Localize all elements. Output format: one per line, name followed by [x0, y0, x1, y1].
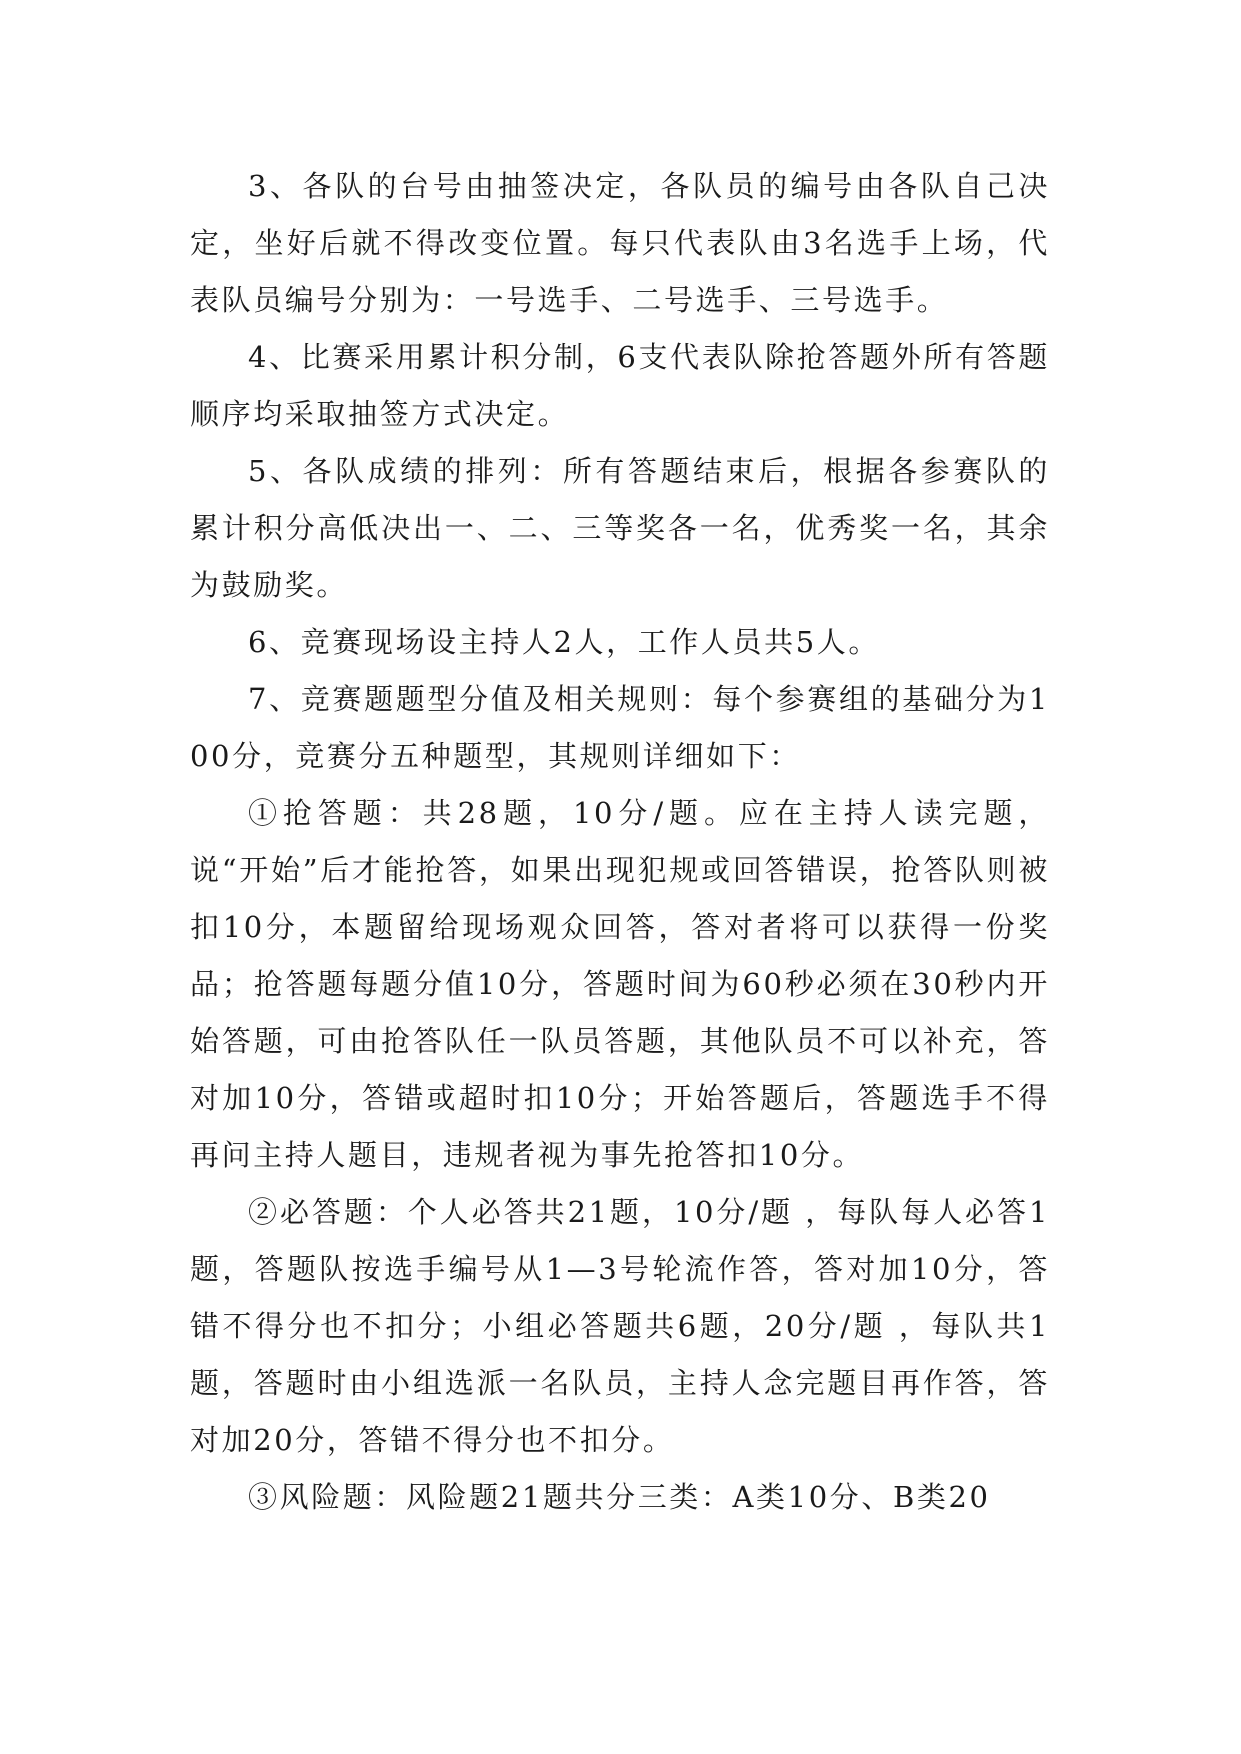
- paragraph-risk-questions: ③风险题：风险题21题共分三类：A类10分、B类20: [248, 1480, 991, 1514]
- paragraph-required-questions: ②必答题：个人必答共21题，10分/题 ，每队每人必答1题，答题队按选手编号从1—3号轮流作答，答对加10分，答错不得分也不扣分；小组必答题共6题，20分/题 ，每队共1题，答题时由小组选派一名队员，主持人念完题目再作答，答对加20分，答错不得分也不扣分。: [190, 1195, 1050, 1457]
- document-body: [190, 158, 1050, 1526]
- paragraph-scoring-system: 4、比赛采用累计积分制，6支代表队除抢答题外所有答题顺序均采取抽签方式决定。: [190, 340, 1050, 431]
- paragraph-team-numbering: 3、各队的台号由抽签决定，各队员的编号由各队自己决定，坐好后就不得改变位置。每只代表队由3名选手上场，代表队员编号分别为：一号选手、二号选手、三号选手。: [190, 169, 1050, 317]
- paragraph-ranking: 5、各队成绩的排列：所有答题结束后，根据各参赛队的累计积分高低决出一、二、三等奖各一名，优秀奖一名，其余为鼓励奖。: [190, 454, 1050, 602]
- paragraph-question-types: 7、竞赛题题型分值及相关规则：每个参赛组的基础分为100分，竞赛分五种题型，其规则详细如下：: [190, 682, 1050, 773]
- paragraph-staff: 6、竞赛现场设主持人2人，工作人员共5人。: [248, 625, 880, 659]
- paragraph-buzzer-questions: ①抢答题：共28题，10分/题。应在主持人读完题，说“开始”后才能抢答，如果出现犯规或回答错误，抢答队则被扣10分，本题留给现场观众回答，答对者将可以获得一份奖品；抢答题每题分值10分，答题时间为60秒必须在30秒内开始答题，可由抢答队任一队员答题，其他队员不可以补充，答对加10分，答错或超时扣10分；开始答题后，答题选手不得再问主持人题目，违规者视为事先抢答扣10分。: [190, 796, 1050, 1172]
